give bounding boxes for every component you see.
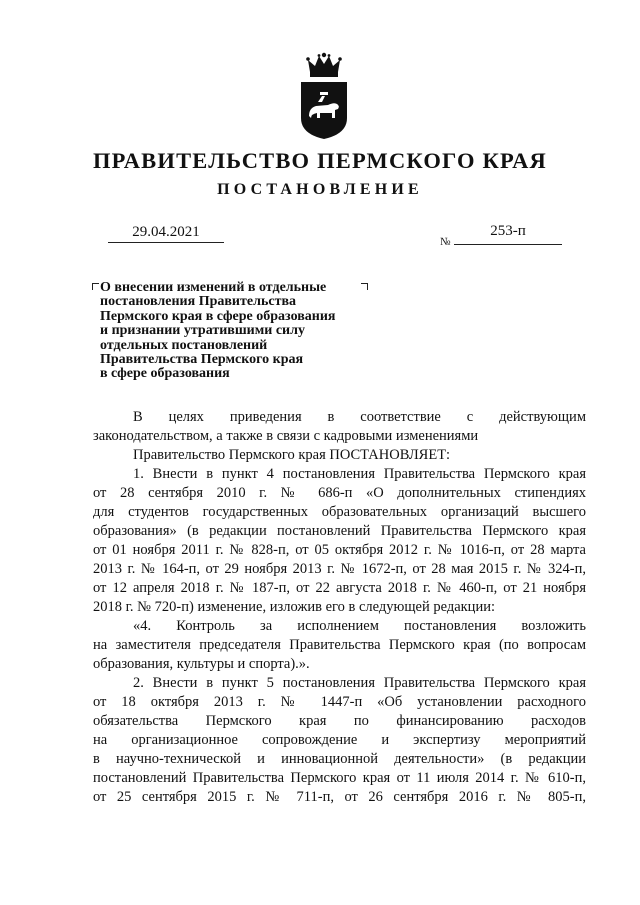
body-line: для студентов государственных образовательных организаций высшего <box>93 504 586 520</box>
number-field <box>440 223 562 248</box>
subject-line: в сфере образования <box>100 366 230 382</box>
body-line: В целях приведения в соответствие с действующим <box>133 409 586 425</box>
number-underline <box>454 244 562 245</box>
subject-line: Пермского края в сфере образования <box>100 308 336 324</box>
document-type: ПОСТАНОВЛЕНИЕ <box>217 181 423 198</box>
document-body <box>93 408 586 807</box>
body-line: постановлений Правительства Пермского края от 11 июля 2014 г. № 610-п, <box>93 770 586 786</box>
body-line: образования» (в редакции постановлений Правительства Пермского края <box>93 523 586 539</box>
subject-bracket-left <box>92 283 99 290</box>
body-line: 2018 г. № 720-п) изменение, изложив его в следующей редакции: <box>93 599 495 615</box>
body-line: от 01 ноября 2011 г. № 828-п, от 05 октября 2012 г. № 1016-п, от 28 марта <box>93 542 586 558</box>
subject-line: Правительства Пермского края <box>100 352 304 368</box>
body-line: на заместителя председателя Правительства Пермского края (по вопросам <box>93 637 586 653</box>
document-date: 29.04.2021 <box>108 222 224 243</box>
government-title: ПРАВИТЕЛЬСТВО ПЕРМСКОГО КРАЯ <box>92 148 548 173</box>
number-sign: № <box>440 236 451 248</box>
body-line: от 12 апреля 2018 г. № 187-п, от 22 августа 2018 г. № 460-п, от 21 ноября <box>93 580 586 596</box>
subject-line: отдельных постановлений <box>100 337 268 353</box>
date-field <box>108 222 224 243</box>
body-line: от 18 октября 2013 г. № 1447-п «Об установлении расходного <box>93 694 586 710</box>
body-line: от 25 сентября 2015 г. № 711-п, от 26 сентября 2016 г. № 805-п, <box>93 789 586 805</box>
body-line: 2. Внести в пункт 5 постановления Правительства Пермского края <box>133 675 586 691</box>
body-line: Правительство Пермского края ПОСТАНОВЛЯЕТ: <box>133 447 451 463</box>
subject-line: О внесении изменений в отдельные <box>100 280 327 295</box>
body-line: от 28 сентября 2010 г. № 686-п «О дополнительных стипендиях <box>93 485 586 501</box>
body-line: образования, культуры и спорта).». <box>93 656 310 672</box>
document-subject <box>100 281 370 382</box>
body-line: законодательством, а также в связи с кадровыми изменениями <box>93 428 479 444</box>
subject-line: и признании утратившими силу <box>100 323 305 339</box>
body-line: обязательства Пермского края по финансированию расходов <box>93 713 586 729</box>
subject-line: постановления Правительства <box>100 294 296 310</box>
coat-of-arms-icon <box>298 52 350 140</box>
body-line: в научно-технической и инновационной деятельности» (в редакции <box>93 751 586 767</box>
body-line: на организационное сопровождение и экспертизу мероприятий <box>93 732 586 748</box>
document-number: 253-п <box>490 223 526 239</box>
body-line: 1. Внести в пункт 4 постановления Правительства Пермского края <box>133 466 586 482</box>
body-line: «4. Контроль за исполнением постановления возложить <box>133 618 586 634</box>
body-line: 2013 г. № 164-п, от 29 ноября 2013 г. № 1672-п, от 28 мая 2015 г. № 324-п, <box>93 561 586 577</box>
